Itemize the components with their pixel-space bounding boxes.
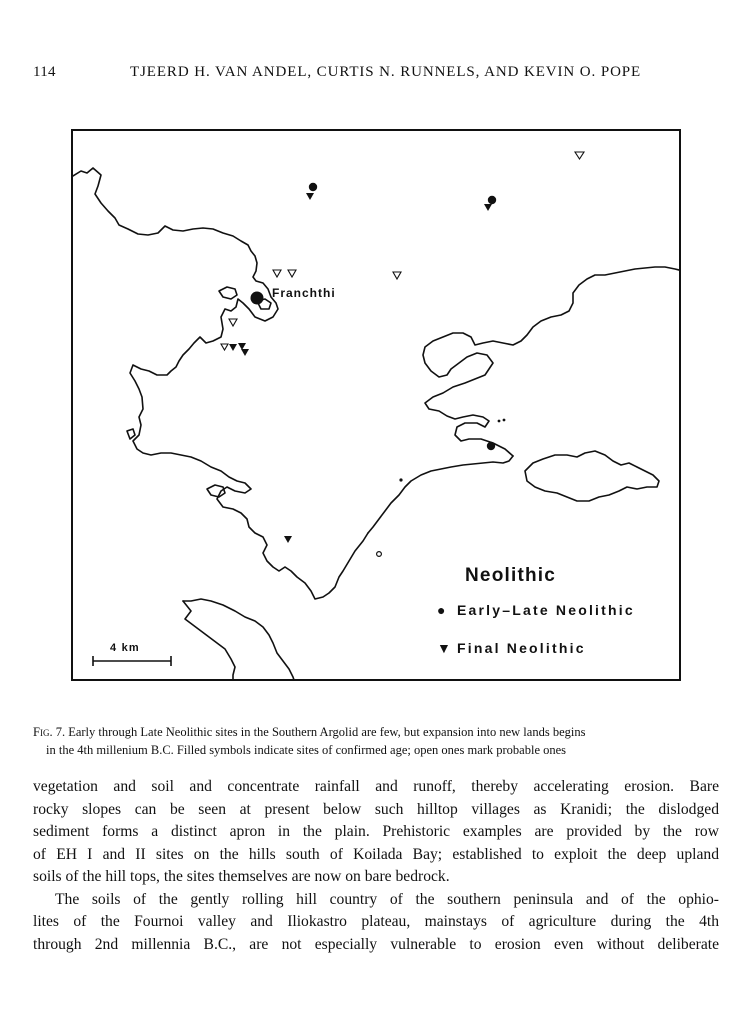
site-franchthi-marker — [251, 292, 264, 305]
filled-circle-icon: ● — [437, 602, 448, 618]
legend-early-label: Early–Late Neolithic — [457, 602, 635, 618]
text-line: of EH I and II sites on the hills south of Koilada Bay; established to exploit the deep upland — [33, 845, 719, 863]
caption-label: Fig. 7. — [33, 725, 66, 739]
site-probable-marker — [288, 270, 296, 277]
site-final-marker — [484, 204, 492, 211]
running-head-authors: TJEERD H. VAN ANDEL, CURTIS N. RUNNELS, AND KEVIN O. POPE — [130, 64, 642, 80]
running-head — [0, 64, 749, 84]
legend-final-label: Final Neolithic — [457, 640, 586, 656]
figure-caption — [33, 723, 719, 759]
coastline-east — [423, 267, 681, 456]
coastline-south — [368, 456, 513, 533]
franchthi-label: Franchthi — [272, 286, 336, 300]
text-line: lites of the Fournoi valley and Iliokastro plateau, mainstays of agriculture during the 4th — [33, 913, 719, 930]
neolithic-sites-map — [71, 129, 681, 681]
legend-title: Neolithic — [465, 565, 557, 586]
text-line: sediment forms a distinct apron in the plain. Prehistoric examples are provided by the row — [33, 823, 719, 840]
caption-line-1: Early through Late Neolithic sites in the Southern Argolid are few, but expansion into new lands begins — [68, 725, 586, 739]
site-probable-marker — [229, 319, 237, 326]
paragraph-2 — [33, 889, 719, 957]
site-final-marker — [229, 344, 237, 351]
site-probable-marker — [221, 344, 228, 350]
site-early-late-marker — [309, 183, 317, 191]
site-final-marker — [241, 349, 249, 356]
text-line: soils of the hill tops, the sites themselves are now on bare bedrock. — [33, 868, 450, 885]
site-probable-marker — [393, 272, 401, 279]
site-final-marker — [238, 343, 246, 350]
text-line: through 2nd millennia B.C., are not especially vulnerable to erosion even without deliberate — [33, 935, 719, 953]
filled-triangle-icon: ▼ — [437, 640, 454, 656]
site-early-late-marker — [488, 196, 496, 204]
site-probable-marker — [273, 270, 281, 277]
page-number: 114 — [33, 64, 56, 80]
site-final-marker — [284, 536, 292, 543]
site-probable-marker — [575, 152, 584, 159]
coastline-map — [73, 131, 681, 681]
scale-label: 4 km — [110, 642, 140, 654]
islet-dot — [503, 419, 506, 422]
paragraph-1 — [33, 776, 719, 889]
text-line: vegetation and soil and concentrate rainfall and runoff, thereby accelerating erosion. Bare — [33, 778, 719, 795]
text-line: The soils of the gently rolling hill country of the southern peninsula and of the ophio- — [55, 890, 719, 908]
coastline-southwest-top — [183, 599, 295, 681]
islet-ring — [377, 552, 382, 557]
site-final-marker — [306, 193, 314, 200]
legend-item-final — [437, 640, 586, 656]
island-southeast — [525, 451, 659, 501]
islet-dot — [498, 420, 501, 423]
legend-item-early-late — [437, 602, 635, 618]
caption-line-2: in the 4th millenium B.C. Filled symbols indicate sites of confirmed age; open ones mark probable ones — [46, 743, 567, 757]
islet-west — [127, 429, 135, 439]
coastline-southwest — [183, 601, 235, 681]
islet-franchthi-1 — [219, 287, 237, 299]
site-early-late-marker — [487, 442, 495, 450]
coastline-main — [73, 168, 368, 599]
islet-dot — [399, 478, 402, 481]
text-line: rocky slopes can be seen at present below such hilltop villages as Kranidi; the dislodged — [33, 800, 719, 818]
body-text — [33, 776, 719, 956]
